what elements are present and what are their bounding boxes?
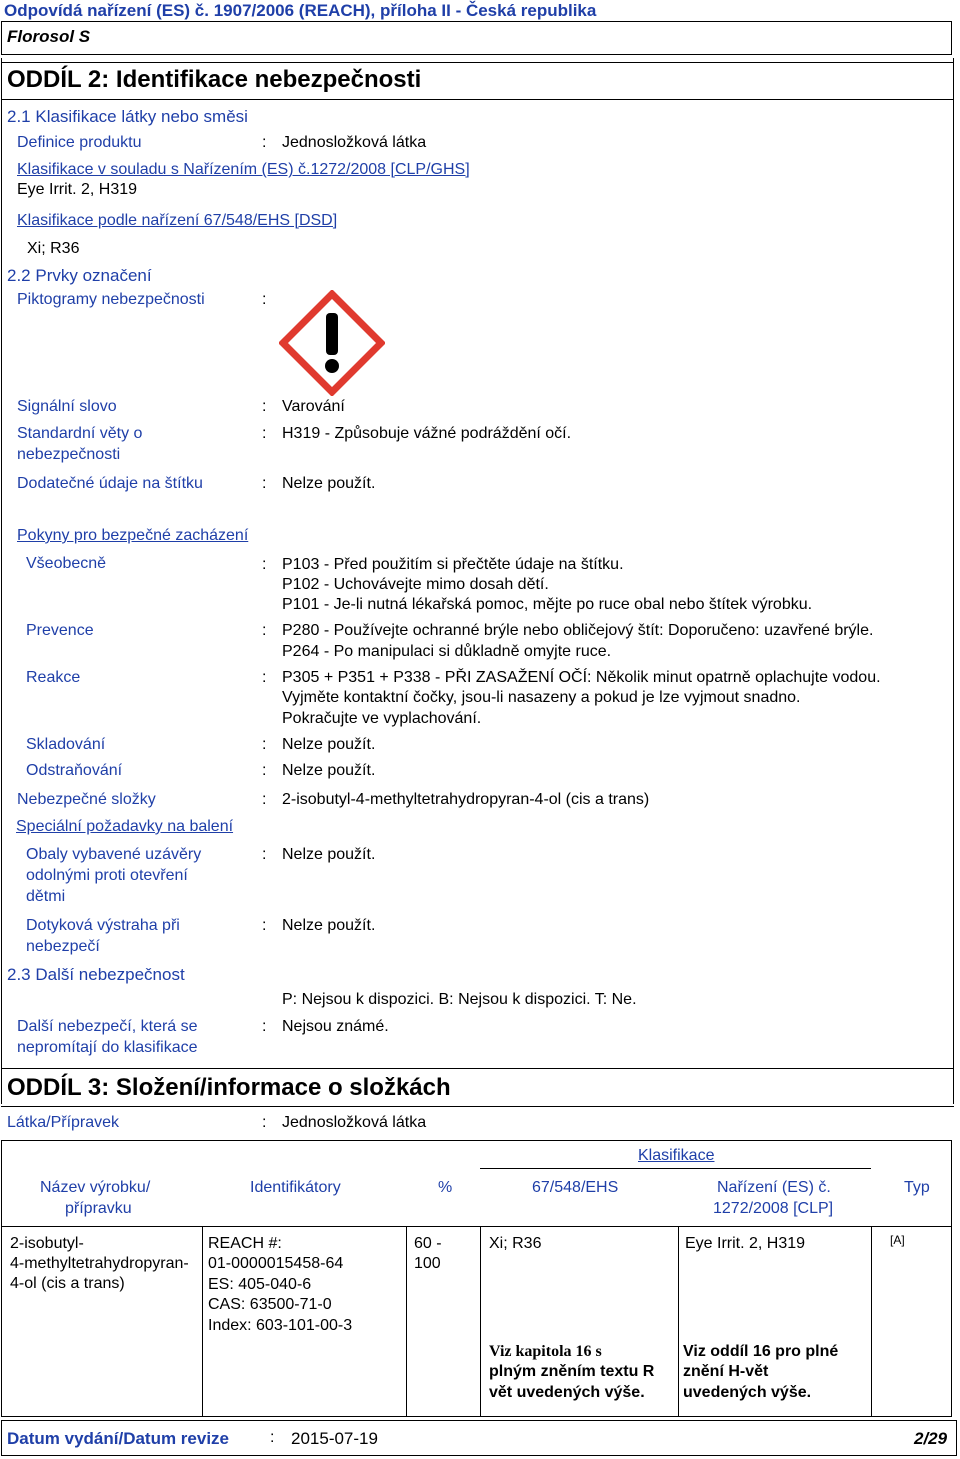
row-name-line2: 4-methyltetrahydropyran- [10,1255,189,1272]
pbt-assessment-value: P: Nejsou k dispozici. B: Nejsou k dispozici. T: Ne. [282,991,637,1008]
clp-classification-value: Eye Irrit. 2, H319 [17,181,138,198]
storage-value: Nelze použít. [282,736,376,753]
general-line-3: P101 - Je-li nutná lékařská pomoc, mějte po ruce obal nebo štítek výrobku. [282,596,813,613]
colon: : [262,791,267,808]
page-number: 2/29 [914,1429,948,1448]
issue-date-label: Datum vydání/Datum revize [7,1429,230,1448]
substance-mixture-value: Jednosložková látka [282,1114,427,1131]
child-resistant-label-line1: Obaly vybavené uzávěry [26,846,202,863]
colon: : [262,622,267,639]
colon: : [270,1429,275,1446]
note-clp-line3: uvedených výše. [683,1384,812,1401]
prevention-label: Prevence [26,622,94,639]
header-clp-line2: 1272/2008 [CLP] [713,1200,834,1217]
response-line-2: Vyjměte kontaktní čočky, jsou-li nasazeny a pokud je lze vyjmout snadno. [282,689,801,706]
supplemental-label-label: Dodatečné údaje na štítku [17,475,203,492]
other-hazards-label-line2: nepromítají do klasifikace [17,1039,198,1056]
hazardous-ingredients-label: Nebezpečné složky [17,791,156,808]
column-divider [202,1226,203,1417]
pictograms-label: Piktogramy nebezpečnosti [17,291,205,308]
colon: : [262,1114,267,1131]
hazard-statements-value: H319 - Způsobuje vážné podráždění očí. [282,425,572,442]
general-line-2: P102 - Uchovávejte mimo dosah dětí. [282,576,549,593]
note-clp-line2: znění H-vět [683,1363,769,1380]
issue-date-value: 2015-07-19 [291,1429,378,1448]
row-identifier-5: Index: 603-101-00-3 [208,1317,353,1334]
product-definition-label: Definice produktu [17,134,142,151]
note-dsd-line3: vět uvedených výše. [489,1384,645,1401]
substance-mixture-label: Látka/Přípravek [7,1114,120,1131]
column-divider [871,1226,872,1417]
prevention-line-1: P280 - Používejte ochranné brýle nebo obličejový štít: Doporučeno: uzavřené brýle. [282,622,874,639]
row-identifier-2: 01-0000015458-64 [208,1255,344,1272]
colon: : [262,425,267,442]
header-identifiers: Identifikátory [250,1179,341,1196]
header-percent: % [438,1179,453,1196]
disposal-label: Odstraňování [26,762,123,779]
subsection-2-1-title: 2.1 Klasifikace látky nebo směsi [7,107,248,126]
colon: : [262,1018,267,1035]
row-dsd-classification: Xi; R36 [489,1235,542,1252]
colon: : [262,669,267,686]
signal-word-value: Varování [282,398,345,415]
colon: : [262,398,267,415]
general-label: Všeobecně [26,555,107,572]
colon: : [262,917,267,934]
header-clp-line1: Nařízení (ES) č. [717,1179,831,1196]
packaging-requirements-title: Speciální požadavky na balení [16,818,234,835]
section-2-title: ODDÍL 2: Identifikace nebezpečnosti [7,66,422,93]
classification-header-rule [480,1168,871,1169]
child-resistant-label-line2: odolnými proti otevření [26,867,188,884]
section-3-bottom-rule [1,1106,954,1107]
tactile-warning-value: Nelze použít. [282,917,376,934]
response-line-1: P305 + P351 + P338 - PŘI ZASAŽENÍ OČÍ: Několik minut opatrně oplachujte vodou. [282,669,881,686]
colon: : [262,762,267,779]
dsd-classification-title: Klasifikace podle nařízení 67/548/EHS [DSD] [17,212,338,229]
colon: : [262,846,267,863]
response-line-3: Pokračujte ve vyplachování. [282,710,482,727]
colon: : [262,291,267,308]
colon: : [262,556,267,573]
note-dsd-line2: plným zněním textu R [489,1363,655,1380]
row-clp-classification: Eye Irrit. 2, H319 [685,1235,806,1252]
subsection-2-2-title: 2.2 Prvky označení [7,266,152,285]
tactile-warning-label-line2: nebezpečí [26,938,100,955]
row-identifier-1: REACH #: [208,1235,282,1252]
table-header-rule [1,1226,952,1227]
child-resistant-value: Nelze použít. [282,846,376,863]
row-type: [A] [890,1233,905,1247]
note-dsd-line1: Viz kapitola 16 s [489,1343,602,1360]
row-identifier-4: CAS: 63500-71-0 [208,1296,332,1313]
other-hazards-label-line1: Další nebezpečí, která se [17,1018,198,1035]
row-percent-line1: 60 - [414,1235,442,1252]
column-divider [480,1226,481,1417]
child-resistant-label-line3: dětmi [26,888,66,905]
hazard-statements-label-line1: Standardní věty o [17,425,143,442]
colon: : [262,134,267,151]
signal-word-label: Signální slovo [17,398,117,415]
colon: : [262,736,267,753]
hazard-statements-label-line2: nebezpečnosti [17,446,121,463]
header-type: Typ [904,1179,930,1196]
section-3-title: ODDÍL 3: Složení/informace o složkách [7,1074,451,1101]
classification-header: Klasifikace [638,1147,715,1164]
product-name: Florosol S [7,27,91,46]
subsection-2-3-title: 2.3 Další nebezpečnost [7,965,185,984]
storage-label: Skladování [26,736,106,753]
row-name-line3: 4-ol (cis a trans) [10,1275,125,1292]
header-name-line2: přípravku [65,1200,132,1217]
disposal-value: Nelze použít. [282,762,376,779]
column-divider [406,1226,407,1417]
header-dsd: 67/548/EHS [532,1179,619,1196]
product-name-box [1,21,952,55]
row-percent-line2: 100 [414,1255,441,1272]
clp-classification-title: Klasifikace v souladu s Nařízením (ES) č.1272/2008 [CLP/GHS] [17,161,470,178]
row-identifier-3: ES: 405-040-6 [208,1276,312,1293]
general-line-1: P103 - Před použitím si přečtěte údaje na štítku. [282,556,624,573]
row-name-line1: 2-isobutyl- [10,1235,84,1252]
colon: : [262,475,267,492]
product-definition-value: Jednosložková látka [282,134,427,151]
precautionary-title: Pokyny pro bezpečné zacházení [17,527,249,544]
exclamation-mark-ghs07-icon [279,290,385,396]
hazardous-ingredients-value: 2-isobutyl-4-methyltetrahydropyran-4-ol (cis a trans) [282,791,650,808]
supplemental-label-value: Nelze použít. [282,475,376,492]
header-name-line1: Název výrobku/ [40,1179,151,1196]
tactile-warning-label-line1: Dotyková výstraha při [26,917,180,934]
section-3-top-rule [1,1068,954,1069]
other-hazards-value: Nejsou známé. [282,1018,389,1035]
prevention-line-2: P264 - Po manipulaci si důkladně omyjte ruce. [282,643,612,660]
regulation-header: Odpovídá nařízení (ES) č. 1907/2006 (REACH), příloha II - Česká republika [4,1,597,20]
column-divider [678,1226,679,1417]
response-label: Reakce [26,669,81,686]
note-clp-line1: Viz oddíl 16 pro plné [683,1343,839,1360]
dsd-classification-value: Xi; R36 [27,240,80,257]
